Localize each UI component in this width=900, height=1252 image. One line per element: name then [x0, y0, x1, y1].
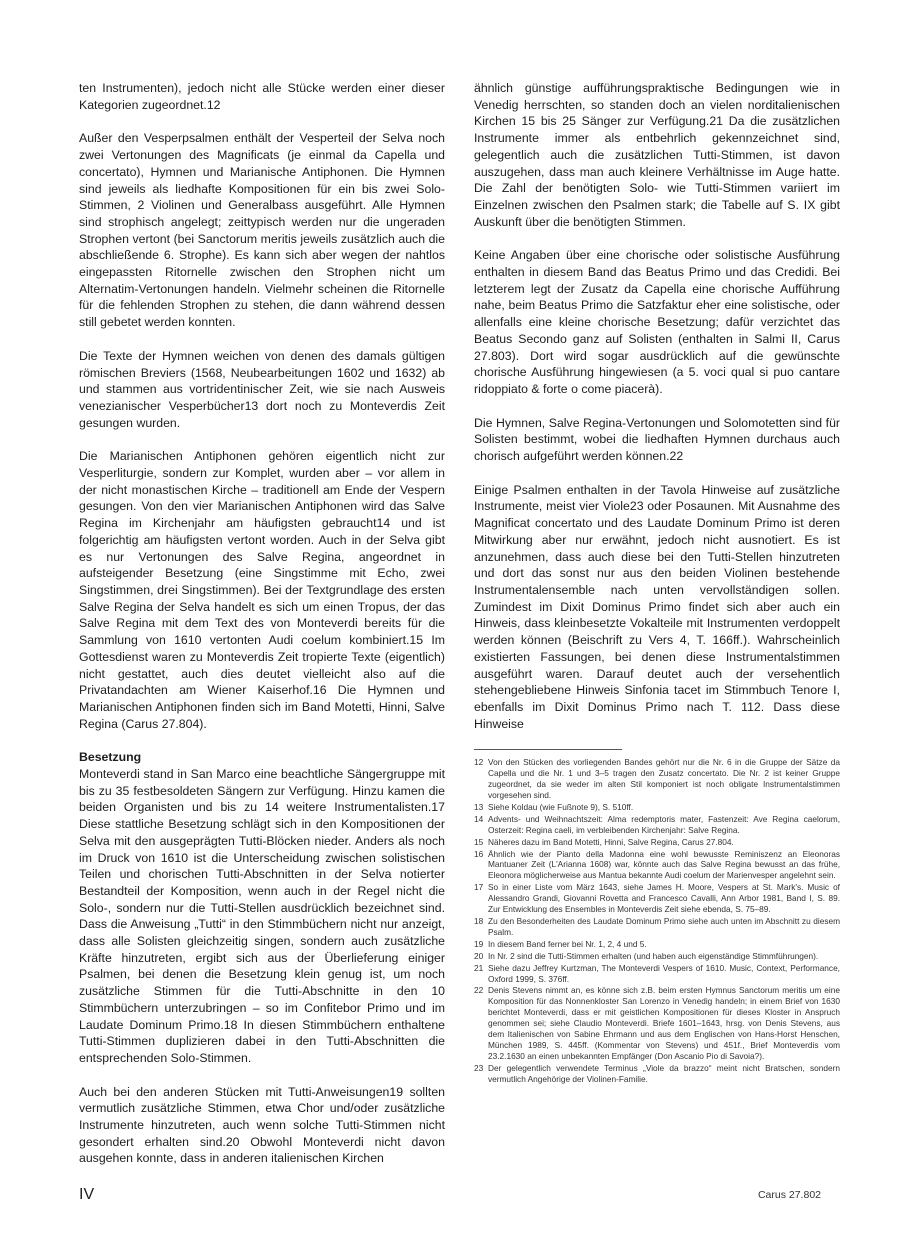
right-column: [474, 80, 840, 1086]
footnote: [474, 1063, 840, 1085]
footnote-number: 18: [474, 916, 484, 926]
footnote-number: 14: [474, 813, 484, 824]
footnote-text: Ähnlich wie der Pianto della Madonna eine wohl bewusste Reminiszenz an Eleonoras Mantuaner Zeit (L'Arianna 1608) war, könnte auch das Salve Regina bewusst an das frühe, Eleonora möglicherweise aus Mantua bekannte Audi coelum der Marienvesper angelehnt sein.: [488, 848, 840, 881]
footnote-text: Zu den Besonderheiten des Laudate Dominum Primo siehe auch unten im Abschnitt zu diesem Psalm.: [488, 916, 840, 937]
footnote-number: 19: [474, 938, 484, 949]
paragraph: Die Marianischen Antiphonen gehören eigentlich nicht zur Vesperliturgie, sondern zur Komplet, wurden aber – vor allem in der nicht monastischen Kirche – traditionell am Ende der Vespern gesungen. Von den vier Marianischen Antiphonen wird das Salve Regina im Kirchenjahr am häufigsten gebraucht14 und ist folgerichtig am häufigsten vertont worden. Auch in der Selva gibt es nur Vertonungen des Salve Regina, angeordnet in aufsteigender Besetzung (eine Singstimme mit Echo, zwei Singstimmen, drei Singstimmen). Bei der Textgrundlage des ersten Salve Regina der Selva handelt es sich um einen Tropus, der das Salve Regina mit dem Text des von Monteverdi bereits für die Sammlung von 1610 vertonten Audi coelum kombiniert.15 Im Gottesdienst waren zu Monteverdis Zeit tropierte Texte (eigentlich) nicht gestattet, auch dies deutet vielleicht also auf die Privatandachten am Wiener Kaiserhof.16 Die Hymnen und Marianischen Antiphonen finden sich im Band Motetti, Hinni, Salve Regina (Carus 27.804).: [79, 449, 445, 731]
footnote-number: 12: [474, 757, 484, 768]
footnote: [474, 916, 840, 938]
footnotes: [474, 757, 840, 1084]
footnote: [474, 985, 840, 1061]
footnote-number: 21: [474, 962, 484, 973]
footnote: [474, 951, 840, 962]
footnote: [474, 814, 840, 836]
footnote-number: 13: [474, 801, 484, 812]
footnote-text: Der gelegentlich verwendete Terminus „Viole da brazzo“ meint nicht Bratschen, sondern vermutlich Angehörige der Violinen-Familie.: [488, 1062, 840, 1084]
footnote-text: Denis Stevens nimmt an, es könne sich z.B. beim ersten Hymnus Sanctorum meritis um eine Komposition für das Nonnenkloster San Lorenzo in Venedig handeln; in einem Brief von 1630 berichtet Monteverdi, dass er mit geistlichen Kompositionen für dieses Kloster in Anspruch genommen sei; siehe Claudio Monteverdi. Briefe 1601–1643, hrsg. von Denis Stevens, aus dem Italienischen von Sabine Ehrmann und aus dem Englischen von Hans-Horst Henschen, München 1989, S. 445ff. (Kommentar von Stevens) und 451f., Brief Monteverdis vom 23.2.1630 an einen unbekannten Empfänger (Don Ascanio Pio di Savoia?).: [488, 985, 840, 1061]
paragraph: ähnlich günstige aufführungspraktische Bedingungen wie in Venedig herrschten, so standen doch an vielen norditalienischen Kirchen 15 bis 25 Sänger zur Verfügung.21 Da die zusätzlichen Instrumente immer als entbehrlich gekennzeichnet sind, gelegentlich auch die zusätzlichen Tutti-Stimmen, ist davon auszugehen, dass man auch kleinere Verhältnisse im Auge hatte. Die Zahl der benötigten Solo- wie Tutti-Stimmen variiert im Einzelnen zwischen den Psalmen stark; die Tabelle auf S. IX gibt Auskunft über die benötigten Stimmen.: [474, 81, 840, 229]
footnote-number: 16: [474, 848, 484, 859]
footnote-text: Siehe dazu Jeffrey Kurtzman, The Monteverdi Vespers of 1610. Music, Context, Performance, Oxford 1999, S. 376ff.: [488, 962, 840, 984]
footnote-number: 22: [474, 985, 484, 996]
footnote: [474, 963, 840, 985]
footnote-number: 17: [474, 882, 484, 893]
left-column: [79, 80, 445, 1184]
footnote-text: In diesem Band ferner bei Nr. 1, 2, 4 und 5.: [488, 938, 647, 949]
footnote-text: Siehe Koldau (wie Fußnote 9), S. 510ff.: [488, 801, 634, 812]
footnote-number: 15: [474, 836, 484, 847]
footnote-text: So in einer Liste vom März 1643, siehe James H. Moore, Vespers at St. Mark's. Music of Alessandro Grandi, Giovanni Rovetta and Francesco Cavalli, Ann Arbor 1981, Band I, S. 89. Zur Entwicklung des Ensembles in Monteverdis Zeit siehe ebenda, S. 75–89.: [488, 882, 840, 915]
footnote-text: Von den Stücken des vorliegenden Bandes gehört nur die Nr. 6 in die Gruppe der Sätze da Capella und die Nr. 1 und 3–5 tragen den Zusatz concertato. Die Nr. 2 ist keiner Gruppe zugeordnet, da sie weder im alten Stil komponiert ist noch obligate Instrumentalstimmen vorgesehen sind.: [488, 757, 840, 801]
paragraph: Monteverdi stand in San Marco eine beachtliche Sängergruppe mit bis zu 35 festbesoldeten Sängern zur Verfügung. Hinzu kamen die beiden Organisten und bis zu 14 weitere Instrumentalisten.17 Diese stattliche Besetzung schlägt sich in den Kompositionen der Selva mit den ausgeprägten Tutti-Blöcken nieder. Anders als noch im Druck von 1610 ist die Unterscheidung zwischen solistischen Teilen und chorischen Tutti-Abschnitten in der Selva notierter Bestandteil der Komposition, wenn auch in der Regel nicht die Solo-, sondern nur die Tutti-Stellen ausdrücklich bezeichnet sind. Dass die Anweisung „Tutti“ in den Stimmbüchern nicht nur anzeigt, dass alle Solisten gleichzeitig singen, sondern auch zusätzliche Kräfte hinzutreten, ergibt sich aus der Überlieferung einiger Psalmen, bei denen die Besetzung klein genug ist, um noch zusätzliche Stimmen für die Tutti-Abschnitte in den 10 Stimmbüchern unterzubringen – so im Confitebor Primo und im Laudate Dominum Primo.18 In diesen Stimmbüchern enthaltene Tutti-Stimmen duplizieren dabei in den Tutti-Abschnitten die entsprechenden Solo-Stimmen.: [79, 767, 445, 1065]
footnote: [474, 757, 840, 801]
paragraph: Einige Psalmen enthalten in der Tavola Hinweise auf zusätzliche Instrumente, meist vier Viole23 oder Posaunen. Mit Ausnahme des Magnificat concertato und des Laudate Dominum Primo ist deren Mitwirkung aber nur erwähnt, jedoch nicht ausnotiert. Es ist anzunehmen, dass auch diese bei den Tutti-Stellen hinzutreten und dort das sonst nur aus den beiden Violinen bestehende Instrumentalensemble nach unten vervollständigen sollen. Zumindest im Dixit Dominus Primo findet sich aber auch ein Hinweis, dass kleinbesetzte Vokalteile mit Instrumenten verdoppelt werden können (Beischrift zu Vers 4, T. 166ff.). Wahrscheinlich existierten Fassungen, bei denen diese Instrumentalstimmen ausgeführt waren. Darauf deutet auch der versehentlich stehengebliebene Hinweis Sinfonia tacet im Stimmbuch Tenore I, ebenfalls im Dixit Dominus Primo nach T. 112. Dass diese Hinweise: [474, 482, 840, 731]
catalog-number: Carus 27.802: [757, 1189, 821, 1201]
paragraph: Außer den Vesperpsalmen enthält der Vesperteil der Selva noch zwei Vertonungen des Magnificats (je einmal da Capella und concertato), Hymnen und Marianische Antiphonen. Die Hymnen sind jeweils als liedhafte Kompositionen für ein bis zwei Solo-Stimmen, 2 Violinen und Generalbass ausgeführt. Alle Hymnen sind strophisch angelegt; zeittypisch werden nur die ungeraden Strophen vertont (bei Sanctorum meritis jeweils zusätzlich auch die abschließende 6. Strophe). Es kann sich aber wegen der nahtlos eingepassten Ritornelle zwischen den Strophen nicht um Alternatim-Vertonungen handeln. Vielmehr scheinen die Ritornelle für die fehlenden Strophen zu stehen, die dann während dessen still gebetet werden konnten.: [79, 131, 445, 330]
footnote-divider: [474, 749, 622, 750]
section-heading: Besetzung: [79, 750, 142, 765]
footnote: [474, 939, 840, 950]
paragraph: Die Texte der Hymnen weichen von denen des damals gültigen römischen Breviers (1568, Neubearbeitungen 1602 und 1632) ab und stammen aus vortridentinischer Zeit, wie sie nach Ausweis venezianischer Vesperbücher13 dort noch zu Monteverdis Zeit gesungen wurden.: [79, 348, 445, 430]
footnote: [474, 882, 840, 915]
footnote: [474, 802, 840, 813]
paragraph: ten Instrumenten), jedoch nicht alle Stücke werden einer dieser Kategorien zugeordnet.12: [79, 81, 445, 112]
paragraph: Auch bei den anderen Stücken mit Tutti-Anweisungen19 sollten vermutlich zusätzliche Stimmen, etwa Chor und/oder zusätzliche Instrumente hinzutreten, auch wenn solche Tutti-Stimmen nicht gesondert erhalten sind.20 Obwohl Monteverdi nicht davon ausgehen konnte, dass in anderen italienischen Kirchen: [79, 1084, 445, 1166]
page-number: IV: [79, 1186, 95, 1203]
footnote-text: Advents- und Weihnachtszeit: Alma redemptoris mater, Fastenzeit: Ave Regina caelorum, Osterzeit: Regina caeli, im verbleibenden Kirchenjahr: Salve Regina.: [488, 813, 840, 835]
paragraph: Keine Angaben über eine chorische oder solistische Ausführung enthalten in diesem Band das Beatus Primo und das Credidi. Bei letzterem legt der Zusatz da Capella eine chorische Aufführung nahe, beim Beatus Primo die Satzfaktur eher eine solistische, oder allenfalls eine kleine chorische Besetzung; dafür verzichtet das Beatus Secondo ganz auf Solisten (enthalten in Salmi II, Carus 27.803). Dort wird sogar ausdrücklich auf die gewünschte chorische Ausführung hingewiesen (a 5. voci qual si puo cantare ridoppiato & forte o come piacerà).: [474, 248, 840, 396]
footnote: [474, 849, 840, 882]
footnote-text: In Nr. 2 sind die Tutti-Stimmen erhalten (und haben auch eigenständige Stimmführungen).: [488, 950, 819, 961]
footnote-number: 20: [474, 950, 484, 961]
footnote-text: Näheres dazu im Band Motetti, Hinni, Salve Regina, Carus 27.804.: [488, 836, 734, 847]
footnote-number: 23: [474, 1062, 484, 1073]
paragraph: Die Hymnen, Salve Regina-Vertonungen und Solomotetten sind für Solisten bestimmt, wobei die liedhaften Hymnen durchaus auch chorisch aufgeführt werden können.22: [474, 415, 840, 464]
footnote: [474, 837, 840, 848]
